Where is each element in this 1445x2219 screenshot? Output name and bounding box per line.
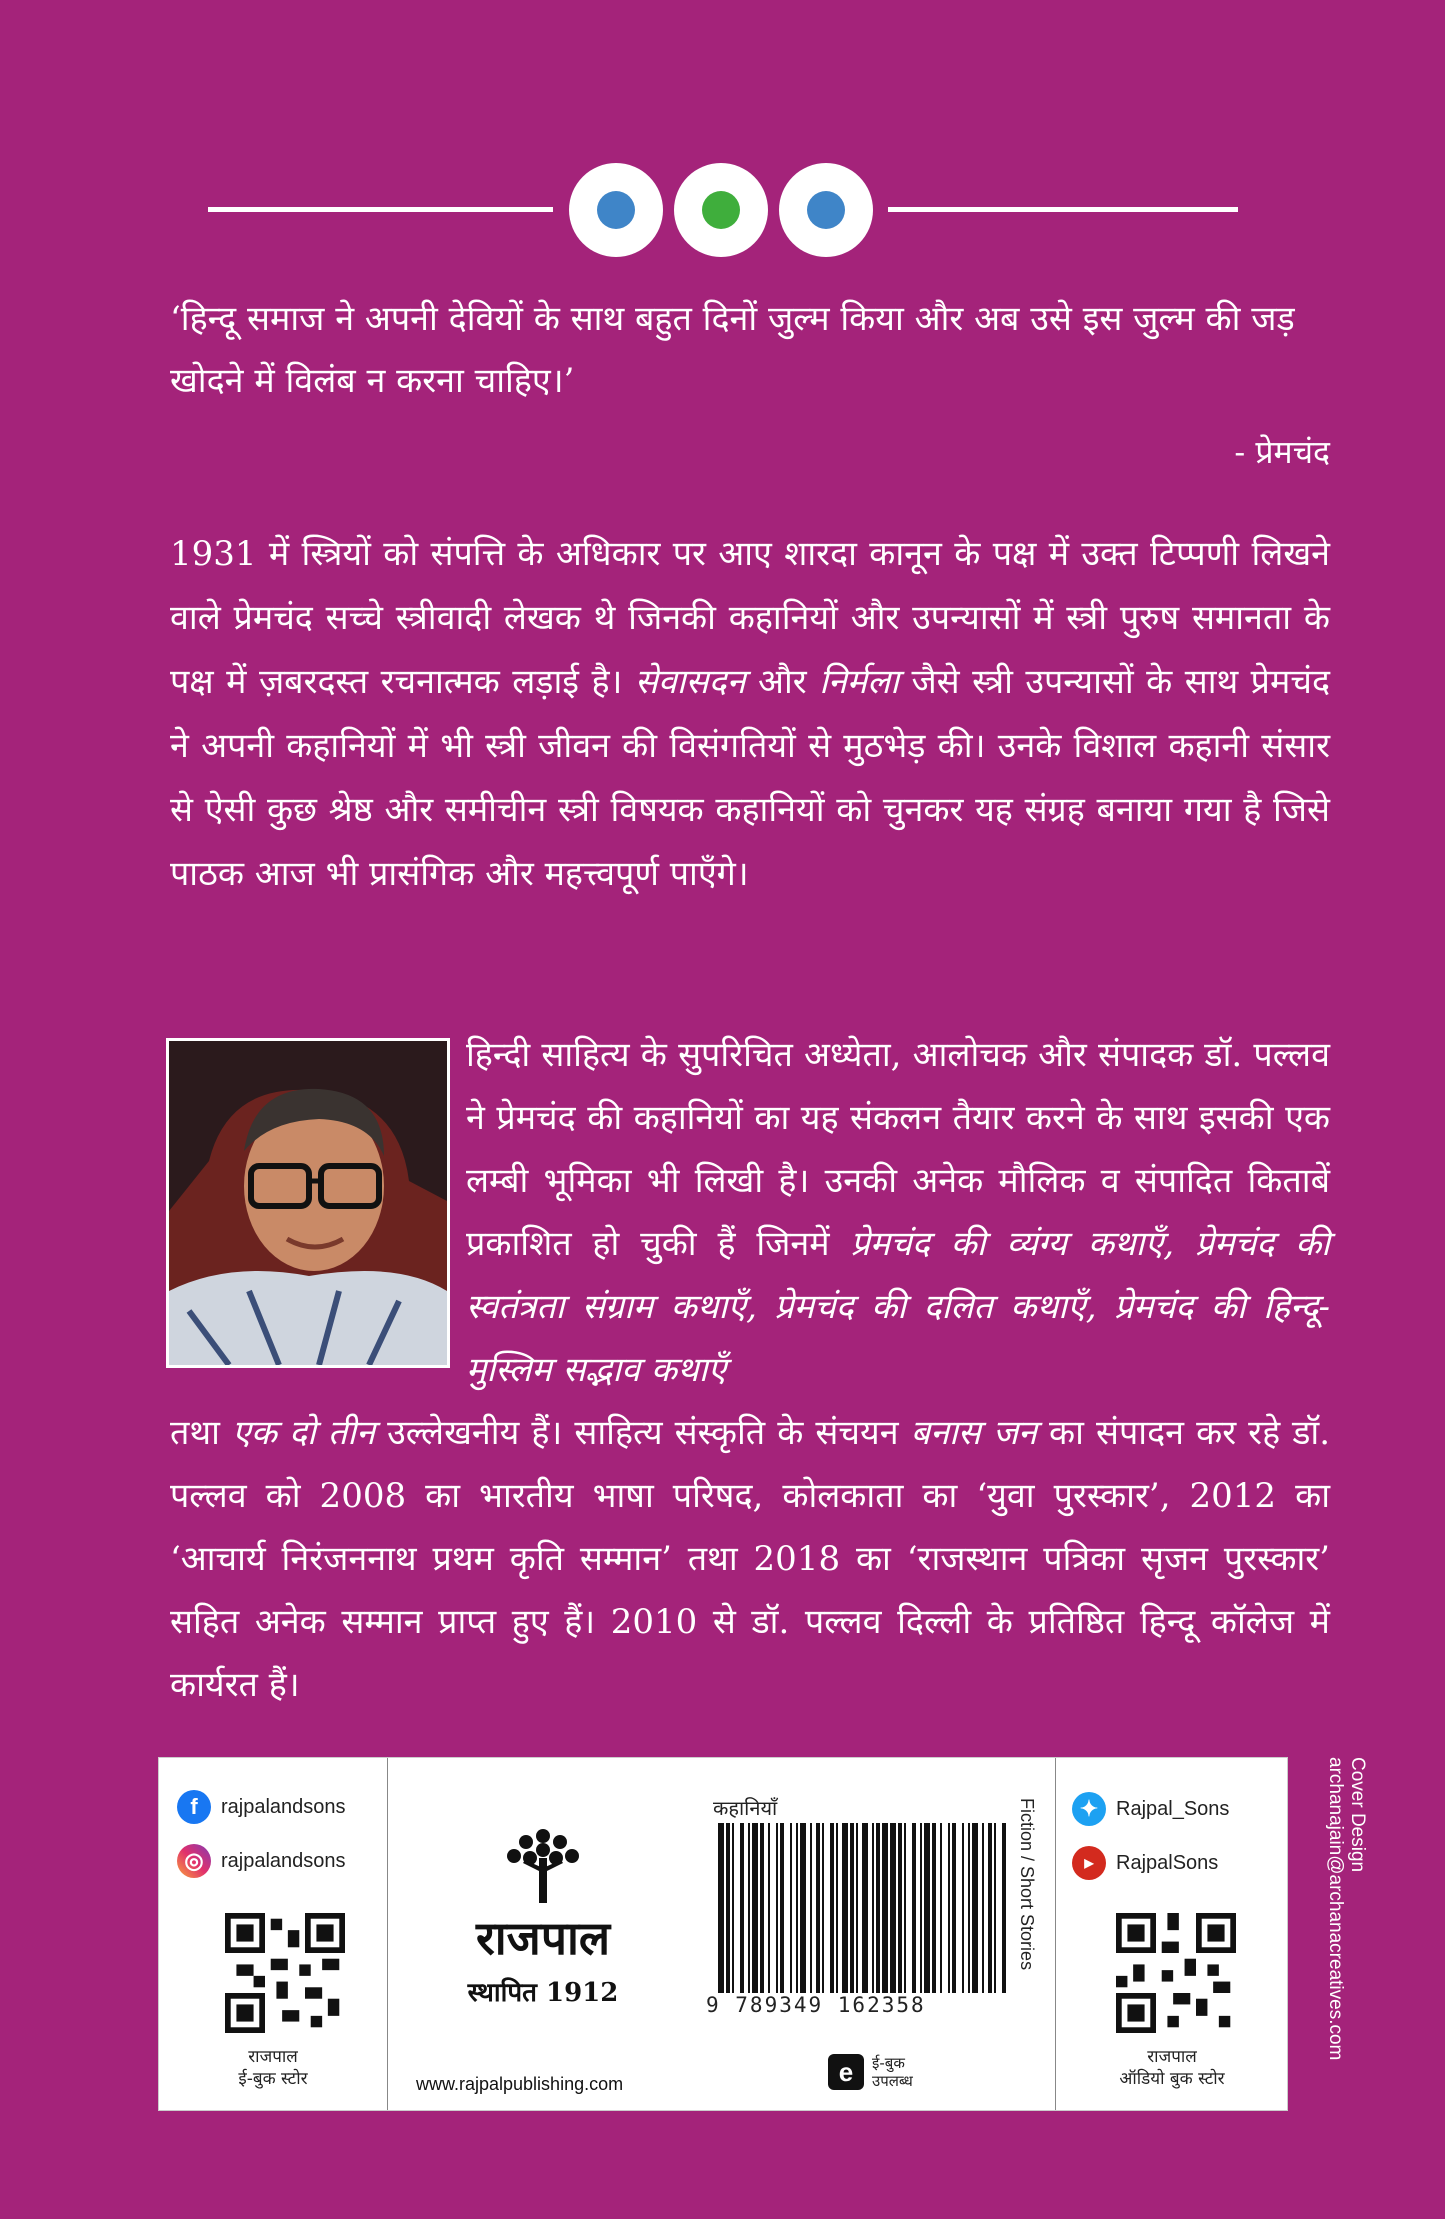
ornament-circle-3 <box>779 163 873 257</box>
tree-logo-icon <box>498 1818 588 1908</box>
social-right-panel <box>1055 1758 1288 2110</box>
facebook-handle: rajpalandsons <box>221 1795 346 1818</box>
quote-text: ‘हिन्दू समाज ने अपनी देवियों के साथ बहुत दिनों जुल्म किया और अब उसे इस जुल्म की जड़ खोदने में विलंब न करना चाहिए।’ <box>170 299 1295 401</box>
bio-bottom <box>170 1402 1330 1717</box>
back-cover-footer <box>158 1757 1288 2111</box>
audiobook-store-caption: राजपाल ऑडियो बुक स्टोर <box>1119 2047 1225 2089</box>
cover-design-label: Cover Design <box>1347 1757 1368 1873</box>
ornament-circle-1 <box>569 163 663 257</box>
ebook-store-caption: राजपाल ई-बुक स्टोर <box>238 2047 308 2089</box>
genre-label: कहानियाँ <box>713 1796 778 1820</box>
bio-tatha: तथा <box>170 1413 220 1453</box>
ornament-line-right <box>888 207 1238 212</box>
audiobook-store-qr-code[interactable] <box>1116 1913 1236 2033</box>
blurb-p2: जैसे स्त्री उपन्यासों के साथ प्रेमचंद ने अपनी कहानियों में भी स्त्री जीवन की विसंगतियों से मुठभेड़ की। उनके विशाल कहानी संसार से ऐसी कुछ श्रेष्ठ और समीचीन स्त्री विषयक कहानियों को चुनकर यह संग्रह बनाया गया है जिसे पाठक आज भी प्रासंगिक और महत्त्वपूर्ण पाएँगे। <box>170 662 1331 894</box>
bio-title-banas-jan: बनास जन <box>910 1413 1037 1453</box>
instagram-handle: rajpalandsons <box>221 1849 346 1872</box>
cover-design-email: archanajain@archanacreatives.com <box>1325 1757 1346 2061</box>
publisher-established: स्थापित 1912 <box>467 1978 619 2008</box>
ebook-store-qr-code[interactable] <box>225 1913 345 2033</box>
blurb-p1: 1931 में स्त्रियों को संपत्ति के अधिकार पर आए शारदा कानून के पक्ष में उक्त टिप्पणी लिखने वाले प्रेमचंद सच्चे स्त्रीवादी लेखक थे जिनकी कहानियों और उपन्यासों में स्त्री पुरुष समानता के पक्ष में ज़बरदस्त रचनात्मक लड़ाई है। <box>170 534 1330 702</box>
book-title-sevasadan: सेवासदन <box>634 662 746 702</box>
twitter-link[interactable] <box>1072 1792 1229 1826</box>
author-photo <box>166 1038 450 1368</box>
youtube-handle: RajpalSons <box>1116 1851 1219 1874</box>
instagram-icon: ◎ <box>177 1844 211 1878</box>
bio-title-ek-do-teen: एक दो तीन <box>232 1413 375 1453</box>
bio-intro: हिन्दी साहित्य के सुपरिचित अध्येता, आलोचक और संपादक डॉ. पल्लव ने प्रेमचंद की कहानियों का यह संकलन तैयार करने के साथ इसकी एक लम्बी भूमिका भी लिखी है। उनकी अनेक मौलिक व संपादित किताबें प्रकाशित हो चुकी हैं जिनमें <box>466 1035 1330 1264</box>
publisher-barcode-panel <box>388 1758 1054 2110</box>
cover-design-credit <box>1322 1757 1382 2117</box>
isbn-digits: 9 789349 162358 <box>706 1993 926 2017</box>
social-left-panel <box>159 1758 388 2110</box>
facebook-icon: f <box>177 1790 211 1824</box>
facebook-link[interactable] <box>177 1790 346 1824</box>
twitter-icon: ✦ <box>1072 1792 1106 1826</box>
instagram-link[interactable] <box>177 1844 346 1878</box>
publisher-name: राजपाल <box>475 1911 611 1965</box>
youtube-icon: ▶ <box>1072 1846 1106 1880</box>
ornament-circle-2 <box>674 163 768 257</box>
ebook-available-label: ई-बुक उपलब्ध <box>872 2054 913 2090</box>
category-label: Fiction / Short Stories <box>1017 1798 1037 1971</box>
bio-rest: का संपादन कर रहे डॉ. पल्लव को 2008 का भारतीय भाषा परिषद, कोलकाता का ‘युवा पुरस्कार’, 2012 का ‘आचार्य निरंजननाथ प्रथम कृति सम्मान’ तथा 2018 का ‘राजस्थान पत्रिका सृजन पुरस्कार’ सहित अनेक सम्मान प्राप्त हुए हैं। 2010 से डॉ. पल्लव दिल्ली के प्रतिष्ठित हिन्दू कॉलेज में कार्यरत हैं। <box>170 1413 1331 1705</box>
bio-titles: प्रेमचंद की व्यंग्य कथाएँ, प्रेमचंद की स्वतंत्रता संग्राम कथाएँ, प्रेमचंद की दलित कथाएँ, प्रेमचंद की हिन्दू-मुस्लिम सद्भाव कथाएँ <box>466 1224 1330 1390</box>
publisher-website[interactable]: www.rajpalpublishing.com <box>416 2074 624 2094</box>
book-title-nirmala: निर्मला <box>819 662 899 702</box>
ornament-line-left <box>208 207 553 212</box>
blurb <box>170 522 1330 906</box>
twitter-handle: Rajpal_Sons <box>1116 1797 1230 1820</box>
bio-top <box>466 1024 1330 1402</box>
youtube-link[interactable] <box>1072 1846 1218 1880</box>
blurb-and: और <box>757 662 807 702</box>
quote-attribution: - प्रेमचंद <box>1234 433 1330 471</box>
isbn-barcode <box>718 1823 1008 1993</box>
ebook-icon: e <box>828 2054 864 2090</box>
bio-mid: उल्लेखनीय हैं। साहित्य संस्कृति के संचयन <box>387 1413 899 1453</box>
